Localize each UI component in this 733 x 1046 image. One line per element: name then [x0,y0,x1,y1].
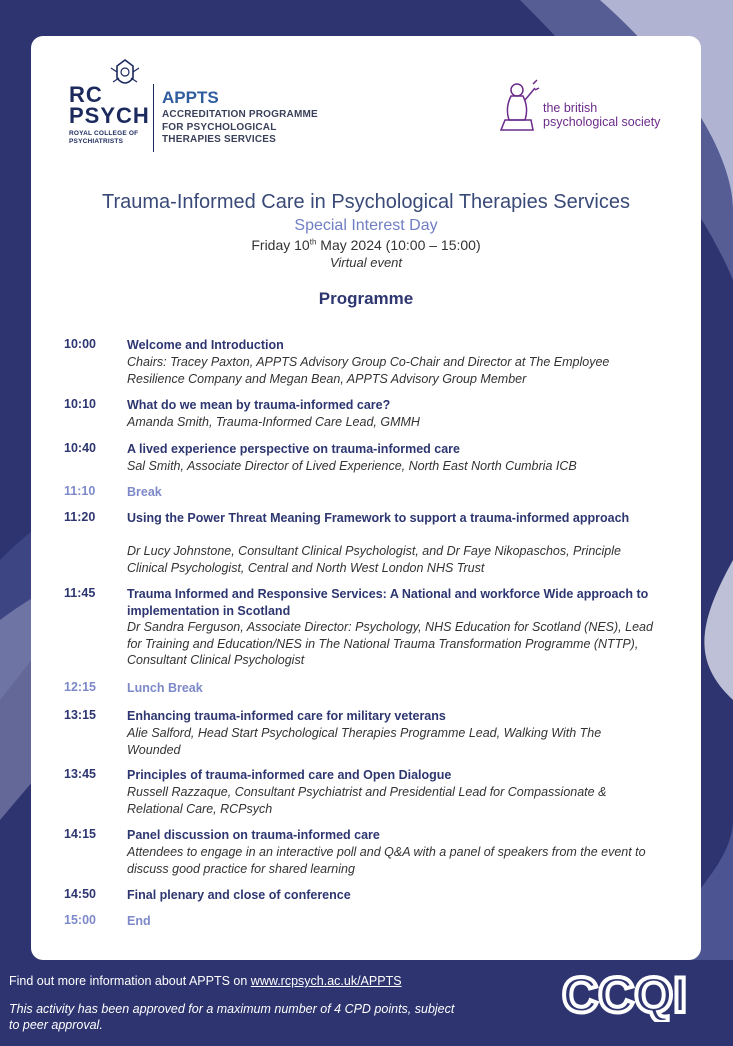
programme-card [31,36,701,960]
row-time: 11:45 [64,586,96,600]
row-detail: Russell Razzaque, Consultant Psychiatrist and Presidential Lead for Compassionate & Relational Care, RCPsych [127,785,607,816]
appts-sub-2: FOR PSYCHOLOGICAL [162,121,277,133]
footer-cpd-note [9,1001,454,1033]
row-title: Welcome and Introduction [127,338,284,352]
programme-heading: Programme [318,289,414,308]
row-title: Trauma Informed and Responsive Services: A National and workforce Wide approach to implementation in Scotland [127,587,649,618]
date-prefix: Friday 10 [251,237,310,253]
rcpsych-small-1: ROYAL COLLEGE OF [69,130,139,137]
row-time: 13:15 [64,708,96,722]
row-time: 10:10 [64,397,96,411]
ccqi-logo [558,966,708,1022]
row-detail: Attendees to engage in an interactive poll and Q&A with a panel of speakers from the event to discuss good practice for shared learning [127,845,646,876]
row-title: Enhancing trauma-informed care for military veterans [127,709,446,723]
row-time: 11:10 [64,484,96,498]
footer-info [9,974,402,988]
row-title: What do we mean by trauma-informed care? [127,398,391,412]
row-time: 15:00 [64,913,96,927]
row-detail: Amanda Smith, Trauma-Informed Care Lead, GMMH [127,415,420,429]
row-detail: Sal Smith, Associate Director of Lived Experience, North East North Cumbria ICB [127,459,577,473]
bps-athena-icon [495,78,543,136]
event-format: Virtual event [329,255,403,270]
bps-name [543,101,660,129]
bps-line-1: the british [543,101,598,115]
row-detail: Dr Lucy Johnstone, Consultant Clinical Psychologist, and Dr Faye Nikopaschos, Principle Clinical Psychologist, Central and North West London NHS Trust [127,544,621,575]
event-subtitle: Special Interest Day [294,217,438,234]
row-detail: Chairs: Tracey Paxton, APPTS Advisory Group Co-Chair and Director at The Employee Resilience Company and Megan Bean, APPTS Advisory Group Member [127,355,610,386]
rcpsych-crest-icon [107,58,143,98]
event-title: Trauma-Informed Care in Psychological Therapies Services [102,191,630,213]
rcpsych-rc: RC [69,82,103,107]
row-title: Panel discussion on trauma-informed care [127,828,380,842]
date-sup: th [309,237,317,247]
row-title: Break [127,485,162,499]
row-title: Final plenary and close of conference [127,888,351,902]
event-date [31,237,701,253]
bps-line-2: psychological society [543,115,661,129]
row-time: 14:15 [64,827,96,841]
appts-title: APPTS [162,88,219,107]
row-time: 12:15 [64,680,96,694]
cpd-line-1: This activity has been approved for a maximum number of 4 CPD points, subject [9,1002,455,1016]
row-title: Principles of trauma-informed care and Open Dialogue [127,768,452,782]
appts-subtitle [162,109,318,147]
row-detail: Dr Sandra Ferguson, Associate Director: Psychology, NHS Education for Scotland (NES), Lead for Training and Education/NES in The National Trauma Transformation Programme (NTTP), Consultant Clinical Psychologist [127,620,653,667]
ccqi-logo-text: CCQI [562,967,687,1022]
rcpsych-small-2: PSYCHIATRISTS [69,138,124,145]
row-time: 14:50 [64,887,96,901]
row-time: 10:00 [64,337,96,351]
cpd-line-2: to peer approval. [9,1018,103,1032]
appts-sub-1: ACCREDITATION PROGRAMME [162,109,318,120]
row-time: 11:20 [64,510,96,524]
row-title: End [127,914,151,928]
footer-info-prefix: Find out more information about APPTS on [9,974,251,988]
row-title: A lived experience perspective on trauma-informed care [127,442,460,456]
date-suffix: May 2024 (10:00 – 15:00) [316,237,481,253]
logo-divider [153,84,154,152]
row-title: Using the Power Threat Meaning Framework to support a trauma-informed approach [127,511,630,525]
row-detail: Alie Salford, Head Start Psychological Therapies Programme Lead, Walking With The Wounded [127,726,602,757]
row-title: Lunch Break [127,681,203,695]
rcpsych-psych: PSYCH [69,103,150,128]
appts-website-link[interactable]: www.rcpsych.ac.uk/APPTS [250,974,402,988]
row-time: 10:40 [64,441,96,455]
row-time: 13:45 [64,767,96,781]
appts-sub-3: THERAPIES SERVICES [162,134,277,145]
